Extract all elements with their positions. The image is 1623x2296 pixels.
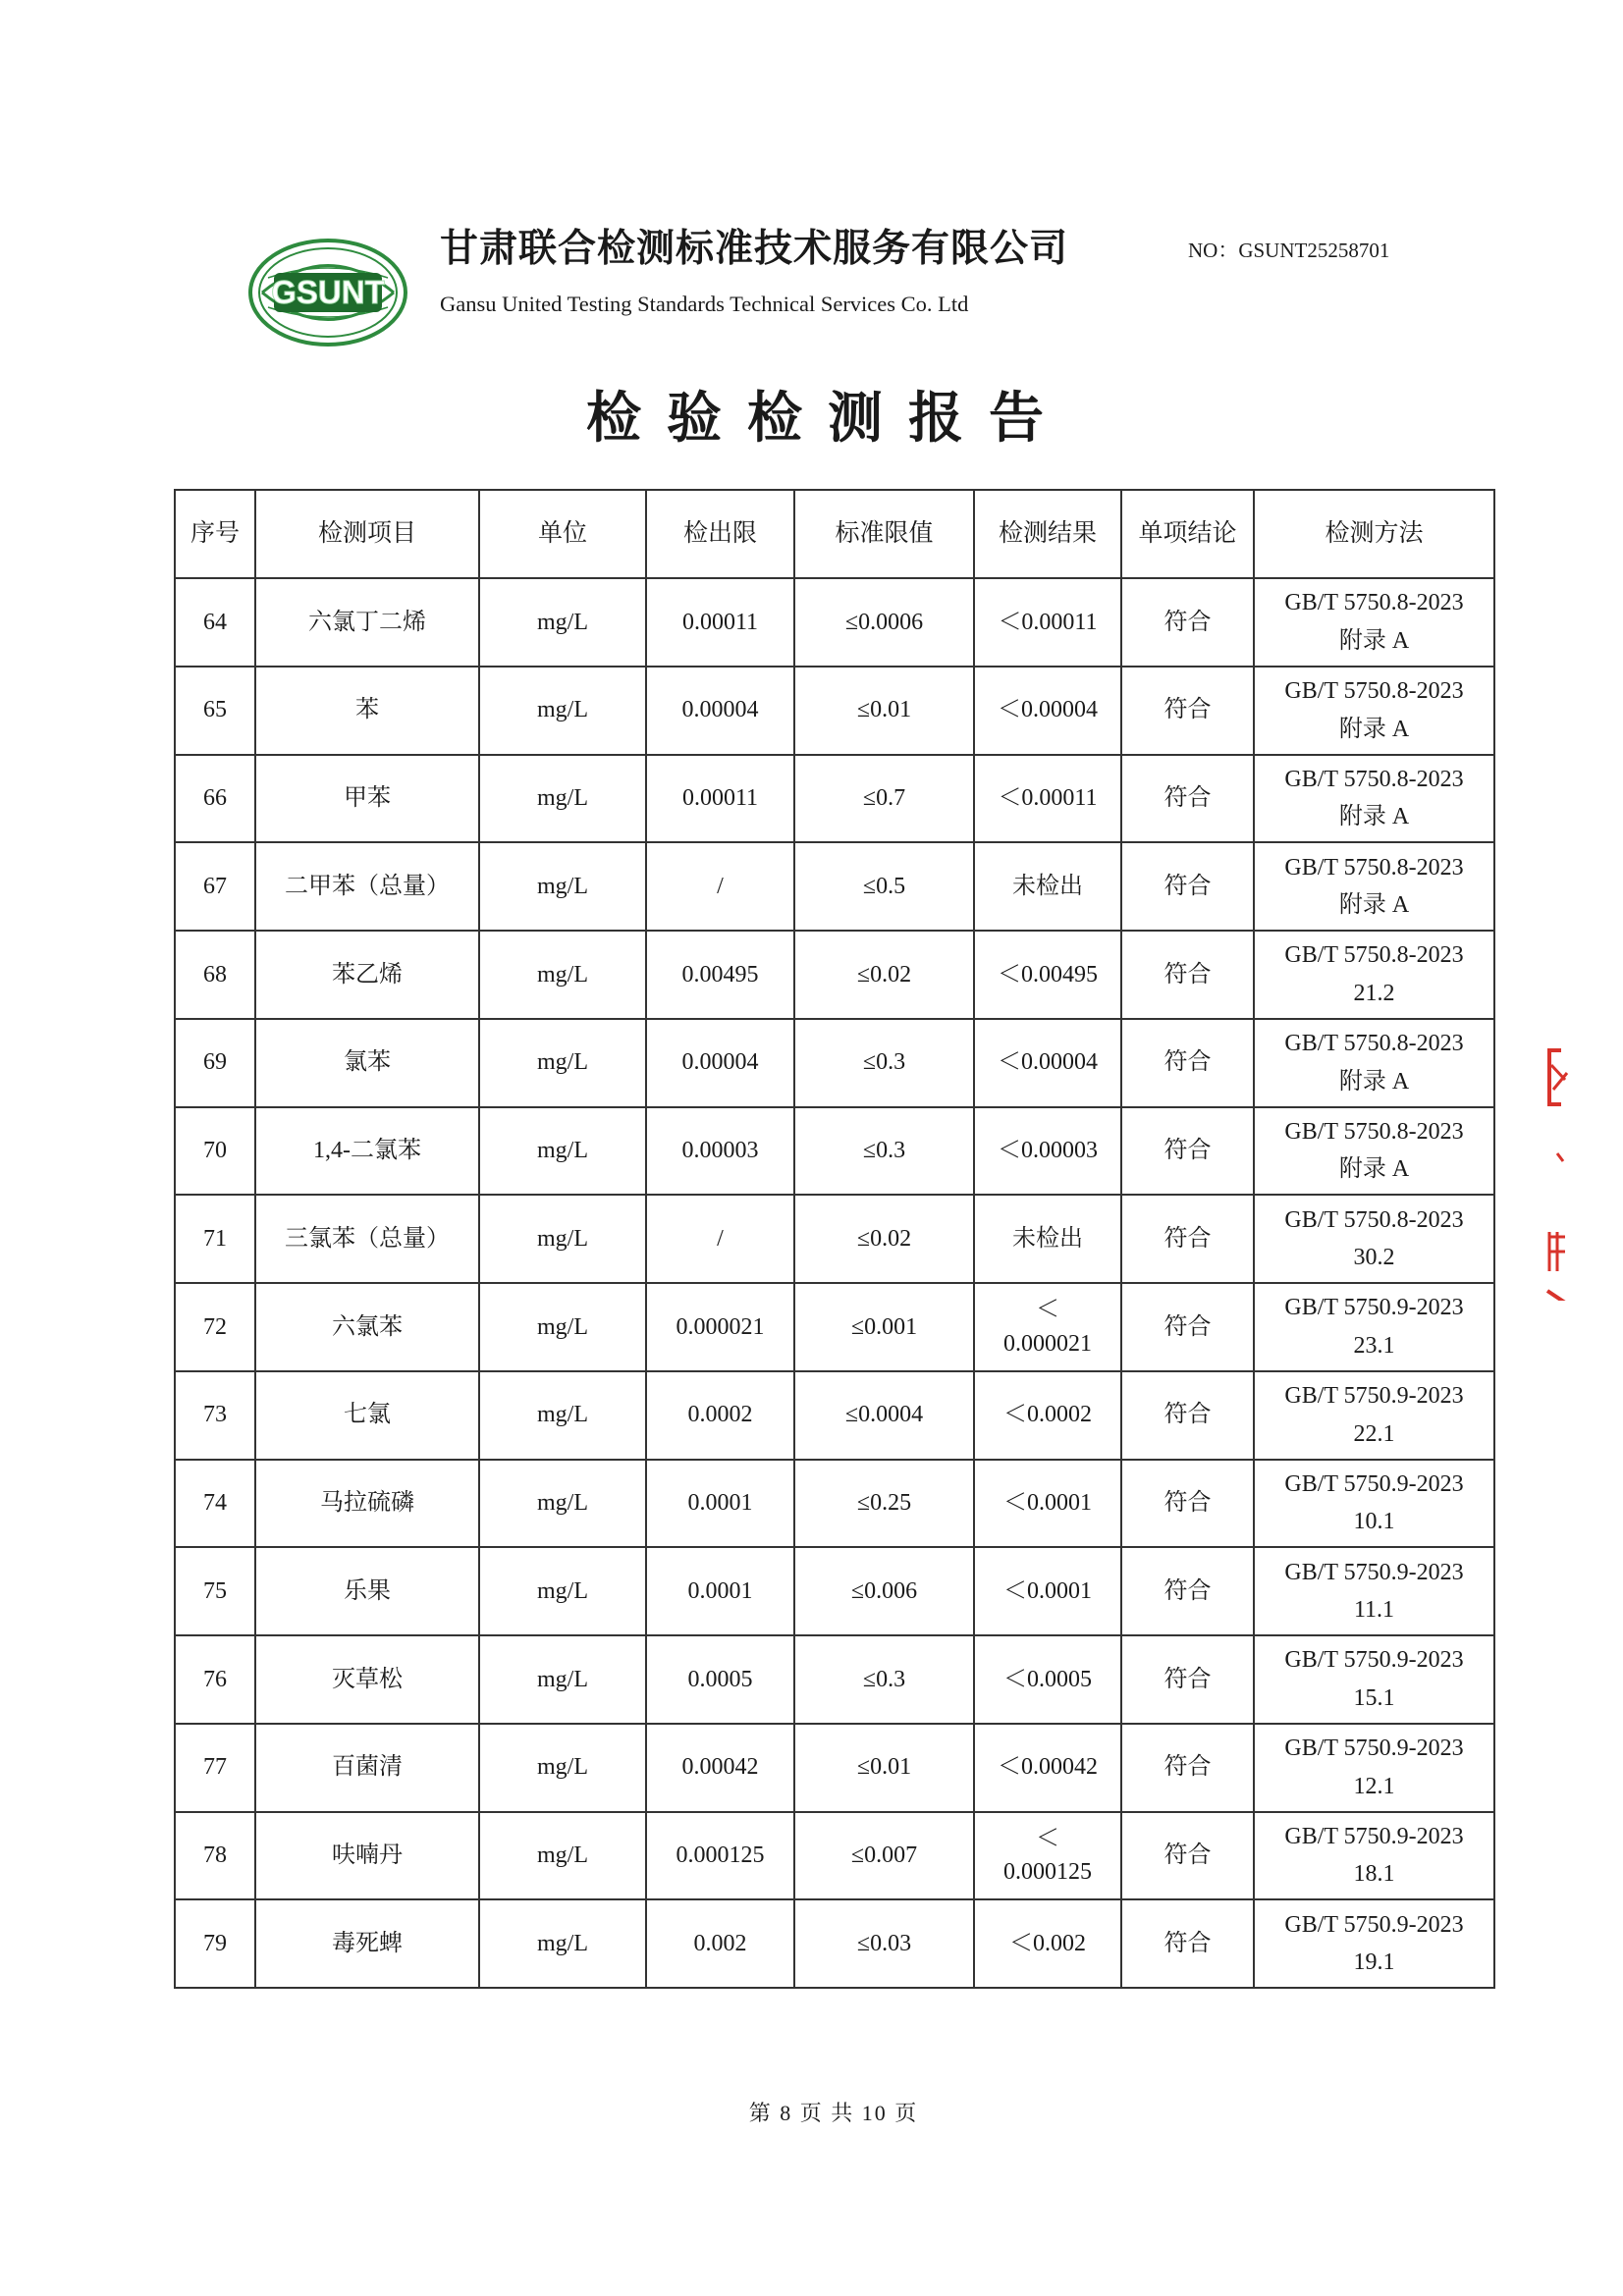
svg-text:GSUNT: GSUNT xyxy=(271,274,385,310)
table-row xyxy=(175,578,1494,667)
item-conclusion: 符合 xyxy=(1121,1283,1254,1371)
standard-limit: ≤0.0006 xyxy=(794,578,974,667)
test-result: ＜0.0001 xyxy=(974,1460,1121,1548)
detection-limit: 0.00042 xyxy=(646,1724,794,1812)
table-row xyxy=(175,1283,1494,1371)
method-clause: 附录 A xyxy=(1338,627,1410,654)
row-number: 74 xyxy=(175,1460,255,1548)
standard-limit: ≤0.3 xyxy=(794,1107,974,1196)
detection-limit: 0.000125 xyxy=(646,1812,794,1900)
detection-limit: 0.00004 xyxy=(646,1019,794,1107)
method-clause: 附录 A xyxy=(1338,1156,1410,1183)
method-standard: GB/T 5750.9-2023 xyxy=(1284,1911,1464,1938)
test-method xyxy=(1254,1547,1494,1635)
report-number: NO：GSUNT25258701 xyxy=(1188,239,1390,262)
method-standard: GB/T 5750.8-2023 xyxy=(1284,1118,1464,1145)
detection-limit: 0.00003 xyxy=(646,1107,794,1196)
table-row xyxy=(175,1195,1494,1283)
table-row xyxy=(175,1107,1494,1196)
test-result: ＜0.00495 xyxy=(974,931,1121,1019)
report-title: 检验检测报告 xyxy=(586,387,1069,451)
standard-limit: ≤0.02 xyxy=(794,1195,974,1283)
method-standard: GB/T 5750.9-2023 xyxy=(1284,1470,1464,1497)
company-name-chinese: 甘肃联合检测标准技术服务有限公司 xyxy=(440,227,1069,271)
table-header-row xyxy=(175,490,1494,578)
test-item: 六氯丁二烯 xyxy=(255,578,479,667)
row-number: 64 xyxy=(175,578,255,667)
method-standard: GB/T 5750.9-2023 xyxy=(1284,1559,1464,1585)
method-standard: GB/T 5750.8-2023 xyxy=(1284,1031,1464,1057)
unit: mg/L xyxy=(479,578,646,667)
item-conclusion: 符合 xyxy=(1121,1107,1254,1196)
test-method xyxy=(1254,1635,1494,1724)
col-header-method: 检测方法 xyxy=(1254,490,1494,578)
test-result: ＜0.00011 xyxy=(974,755,1121,843)
row-number: 66 xyxy=(175,755,255,843)
standard-limit: ≤0.001 xyxy=(794,1283,974,1371)
detection-limit: / xyxy=(646,1195,794,1283)
test-method xyxy=(1254,1195,1494,1283)
row-number: 65 xyxy=(175,667,255,755)
detection-limit: / xyxy=(646,842,794,931)
row-number: 72 xyxy=(175,1283,255,1371)
test-result: 未检出 xyxy=(974,842,1121,931)
standard-limit: ≤0.5 xyxy=(794,842,974,931)
method-clause: 23.1 xyxy=(1353,1332,1395,1359)
detection-limit: 0.00011 xyxy=(646,578,794,667)
test-item: 灭草松 xyxy=(255,1635,479,1724)
method-standard: GB/T 5750.8-2023 xyxy=(1284,678,1464,705)
col-header-lod: 检出限 xyxy=(646,490,794,578)
method-clause: 附录 A xyxy=(1338,892,1410,919)
method-standard: GB/T 5750.9-2023 xyxy=(1284,1823,1464,1849)
item-conclusion: 符合 xyxy=(1121,1812,1254,1900)
test-method xyxy=(1254,1019,1494,1107)
table-row xyxy=(175,931,1494,1019)
unit: mg/L xyxy=(479,667,646,755)
method-standard: GB/T 5750.9-2023 xyxy=(1284,1295,1464,1321)
col-header-limit: 标准限值 xyxy=(794,490,974,578)
company-logo xyxy=(248,239,407,347)
method-clause: 11.1 xyxy=(1353,1597,1395,1624)
method-clause: 19.1 xyxy=(1353,1949,1395,1976)
method-standard: GB/T 5750.9-2023 xyxy=(1284,1383,1464,1410)
table-row xyxy=(175,1635,1494,1724)
results-table xyxy=(174,489,1495,1989)
method-clause: 22.1 xyxy=(1353,1420,1395,1447)
test-result: ＜ 0.000125 xyxy=(974,1812,1121,1900)
method-clause: 附录 A xyxy=(1338,804,1410,830)
page-number: 第 8 页 共 10 页 xyxy=(748,2101,919,2125)
standard-limit: ≤0.3 xyxy=(794,1635,974,1724)
table-row xyxy=(175,1371,1494,1460)
unit: mg/L xyxy=(479,1724,646,1812)
item-conclusion: 符合 xyxy=(1121,1899,1254,1988)
test-item: 二甲苯（总量） xyxy=(255,842,479,931)
standard-limit: ≤0.25 xyxy=(794,1460,974,1548)
test-result: ＜0.0002 xyxy=(974,1371,1121,1460)
unit: mg/L xyxy=(479,1195,646,1283)
test-result: ＜0.0001 xyxy=(974,1547,1121,1635)
method-clause: 21.2 xyxy=(1353,980,1395,1006)
method-standard: GB/T 5750.9-2023 xyxy=(1284,1735,1464,1762)
test-result: ＜0.00042 xyxy=(974,1724,1121,1812)
method-standard: GB/T 5750.8-2023 xyxy=(1284,590,1464,616)
test-result: ＜0.00004 xyxy=(974,1019,1121,1107)
method-standard: GB/T 5750.8-2023 xyxy=(1284,766,1464,792)
detection-limit: 0.0001 xyxy=(646,1460,794,1548)
method-clause: 18.1 xyxy=(1353,1861,1395,1888)
company-name-english: Gansu United Testing Standards Technical Services Co. Ltd xyxy=(440,292,969,316)
table-row xyxy=(175,1724,1494,1812)
unit: mg/L xyxy=(479,1460,646,1548)
test-method xyxy=(1254,1283,1494,1371)
test-item: 三氯苯（总量） xyxy=(255,1195,479,1283)
col-header-unit: 单位 xyxy=(479,490,646,578)
test-item: 氯苯 xyxy=(255,1019,479,1107)
test-method xyxy=(1254,1724,1494,1812)
item-conclusion: 符合 xyxy=(1121,755,1254,843)
test-item: 呋喃丹 xyxy=(255,1812,479,1900)
item-conclusion: 符合 xyxy=(1121,1195,1254,1283)
standard-limit: ≤0.3 xyxy=(794,1019,974,1107)
unit: mg/L xyxy=(479,1019,646,1107)
detection-limit: 0.0002 xyxy=(646,1371,794,1460)
test-method xyxy=(1254,1812,1494,1900)
table-row xyxy=(175,1460,1494,1548)
row-number: 75 xyxy=(175,1547,255,1635)
unit: mg/L xyxy=(479,1635,646,1724)
row-number: 71 xyxy=(175,1195,255,1283)
standard-limit: ≤0.01 xyxy=(794,1724,974,1812)
standard-limit: ≤0.01 xyxy=(794,667,974,755)
unit: mg/L xyxy=(479,931,646,1019)
item-conclusion: 符合 xyxy=(1121,1019,1254,1107)
detection-limit: 0.0005 xyxy=(646,1635,794,1724)
table-row xyxy=(175,842,1494,931)
detection-limit: 0.000021 xyxy=(646,1283,794,1371)
detection-limit: 0.0001 xyxy=(646,1547,794,1635)
item-conclusion: 符合 xyxy=(1121,1547,1254,1635)
item-conclusion: 符合 xyxy=(1121,667,1254,755)
item-conclusion: 符合 xyxy=(1121,931,1254,1019)
table-row xyxy=(175,1812,1494,1900)
standard-limit: ≤0.006 xyxy=(794,1547,974,1635)
unit: mg/L xyxy=(479,842,646,931)
test-result: 未检出 xyxy=(974,1195,1121,1283)
detection-limit: 0.00011 xyxy=(646,755,794,843)
row-number: 79 xyxy=(175,1899,255,1988)
method-standard: GB/T 5750.8-2023 xyxy=(1284,1206,1464,1233)
unit: mg/L xyxy=(479,1899,646,1988)
standard-limit: ≤0.007 xyxy=(794,1812,974,1900)
test-method xyxy=(1254,755,1494,843)
unit: mg/L xyxy=(479,1371,646,1460)
test-item: 1,4-二氯苯 xyxy=(255,1107,479,1196)
detection-limit: 0.00495 xyxy=(646,931,794,1019)
row-number: 69 xyxy=(175,1019,255,1107)
col-header-result: 检测结果 xyxy=(974,490,1121,578)
item-conclusion: 符合 xyxy=(1121,1371,1254,1460)
test-method xyxy=(1254,667,1494,755)
test-result: ＜0.00011 xyxy=(974,578,1121,667)
table-row xyxy=(175,1547,1494,1635)
test-result: ＜0.0005 xyxy=(974,1635,1121,1724)
item-conclusion: 符合 xyxy=(1121,842,1254,931)
test-item: 六氯苯 xyxy=(255,1283,479,1371)
row-number: 77 xyxy=(175,1724,255,1812)
table-row xyxy=(175,755,1494,843)
method-clause: 30.2 xyxy=(1353,1245,1395,1271)
test-result: ＜ 0.000021 xyxy=(974,1283,1121,1371)
item-conclusion: 符合 xyxy=(1121,1460,1254,1548)
test-item: 甲苯 xyxy=(255,755,479,843)
detection-limit: 0.00004 xyxy=(646,667,794,755)
standard-limit: ≤0.7 xyxy=(794,755,974,843)
row-number: 67 xyxy=(175,842,255,931)
standard-limit: ≤0.0004 xyxy=(794,1371,974,1460)
test-item: 苯乙烯 xyxy=(255,931,479,1019)
method-clause: 附录 A xyxy=(1338,716,1410,742)
test-result: ＜0.002 xyxy=(974,1899,1121,1988)
test-result: ＜0.00003 xyxy=(974,1107,1121,1196)
test-item: 七氯 xyxy=(255,1371,479,1460)
method-clause: 12.1 xyxy=(1353,1773,1395,1799)
col-header-conclusion: 单项结论 xyxy=(1121,490,1254,578)
col-header-item: 检测项目 xyxy=(255,490,479,578)
red-seal-stamp xyxy=(1543,1045,1573,1301)
unit: mg/L xyxy=(479,1547,646,1635)
test-method xyxy=(1254,1371,1494,1460)
method-standard: GB/T 5750.8-2023 xyxy=(1284,942,1464,969)
method-clause: 附录 A xyxy=(1338,1068,1410,1095)
test-result: ＜0.00004 xyxy=(974,667,1121,755)
method-standard: GB/T 5750.8-2023 xyxy=(1284,854,1464,881)
table-row xyxy=(175,1899,1494,1988)
unit: mg/L xyxy=(479,1283,646,1371)
row-number: 73 xyxy=(175,1371,255,1460)
unit: mg/L xyxy=(479,755,646,843)
test-method xyxy=(1254,931,1494,1019)
row-number: 70 xyxy=(175,1107,255,1196)
standard-limit: ≤0.03 xyxy=(794,1899,974,1988)
test-item: 马拉硫磷 xyxy=(255,1460,479,1548)
test-method xyxy=(1254,1107,1494,1196)
test-method xyxy=(1254,578,1494,667)
test-method xyxy=(1254,1899,1494,1988)
method-clause: 10.1 xyxy=(1353,1509,1395,1535)
col-header-no: 序号 xyxy=(175,490,255,578)
detection-limit: 0.002 xyxy=(646,1899,794,1988)
test-item: 苯 xyxy=(255,667,479,755)
test-method xyxy=(1254,1460,1494,1548)
standard-limit: ≤0.02 xyxy=(794,931,974,1019)
unit: mg/L xyxy=(479,1107,646,1196)
test-item: 百菌清 xyxy=(255,1724,479,1812)
row-number: 76 xyxy=(175,1635,255,1724)
item-conclusion: 符合 xyxy=(1121,1635,1254,1724)
row-number: 68 xyxy=(175,931,255,1019)
row-number: 78 xyxy=(175,1812,255,1900)
method-standard: GB/T 5750.9-2023 xyxy=(1284,1647,1464,1674)
method-clause: 15.1 xyxy=(1353,1684,1395,1711)
test-item: 毒死蜱 xyxy=(255,1899,479,1988)
test-method xyxy=(1254,842,1494,931)
table-row xyxy=(175,667,1494,755)
unit: mg/L xyxy=(479,1812,646,1900)
test-item: 乐果 xyxy=(255,1547,479,1635)
table-row xyxy=(175,1019,1494,1107)
item-conclusion: 符合 xyxy=(1121,1724,1254,1812)
item-conclusion: 符合 xyxy=(1121,578,1254,667)
